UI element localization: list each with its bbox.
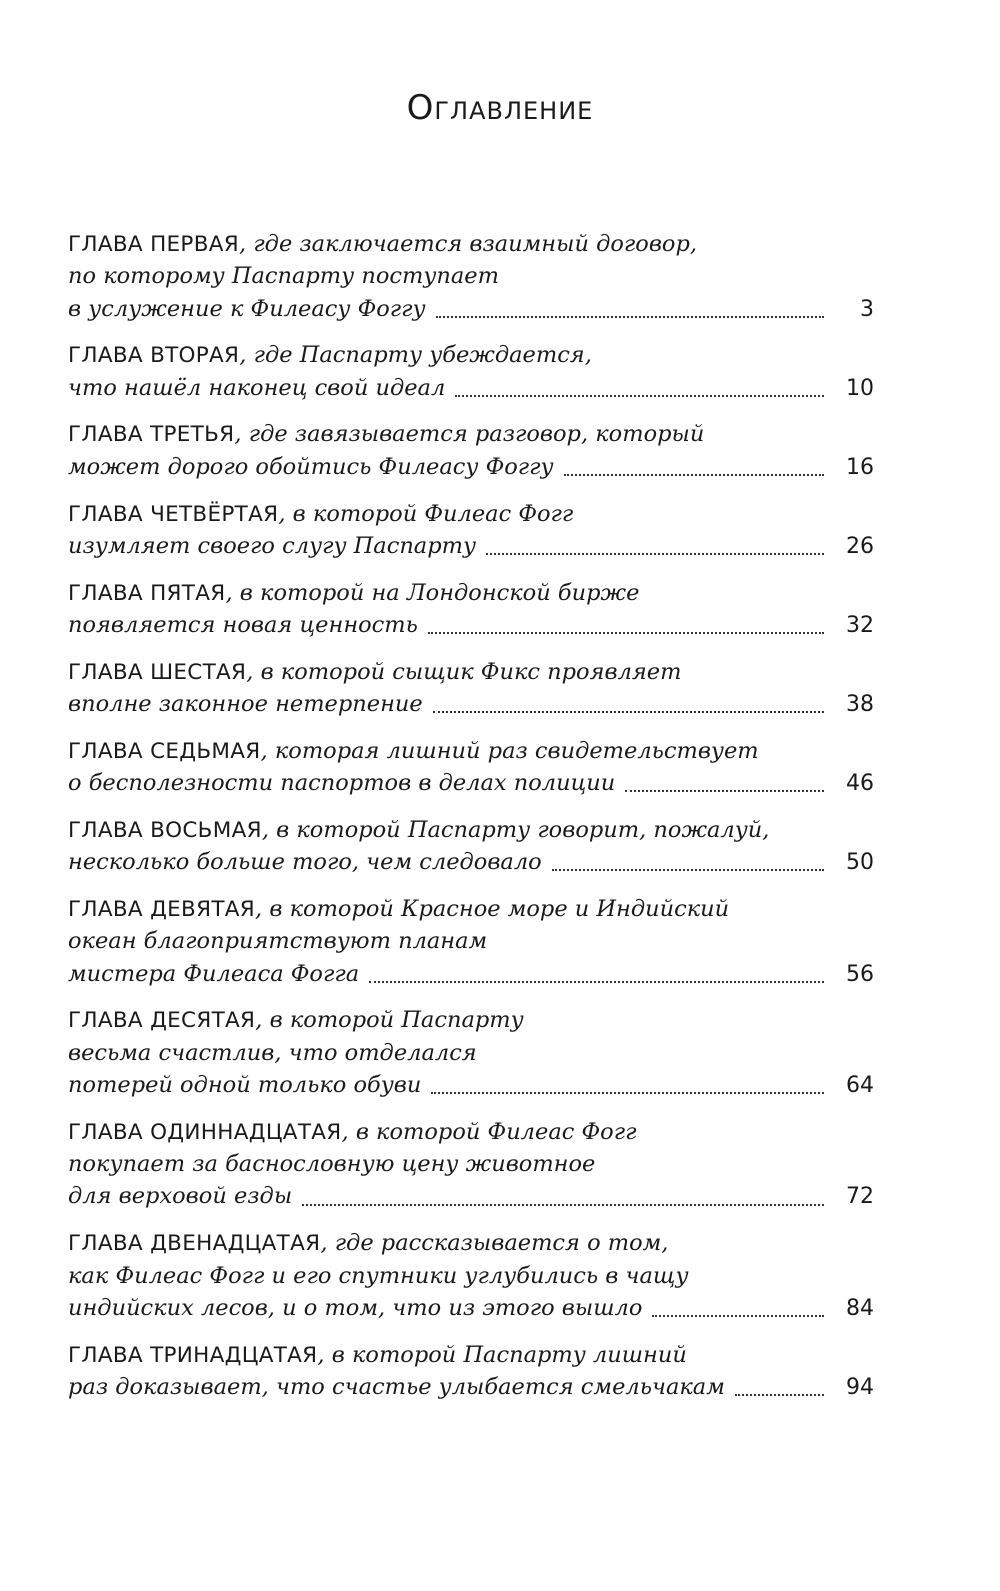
chapter-description: в которой Красное море и Индийский [269,896,730,923]
toc-entry-text: ГЛАВА ОДИННАДЦАТАЯ, в которой Филеас Фогг [68,1118,637,1145]
toc-entry-text [68,1180,292,1212]
chapter-heading: ГЛАВА СЕДЬМАЯ [68,738,261,764]
toc-entry-text [68,1151,595,1177]
chapter-heading: ГЛАВА ПЕРВАЯ [68,232,239,257]
page-number: 64 [846,1073,874,1099]
chapter-description: изумляет своего слугу Паспарту [68,532,477,559]
chapter-description: в которой Филеас Фогг [292,500,574,527]
toc-entry-line [68,958,874,990]
chapter-description: по которому Паспарту поступает [68,263,499,290]
toc-entry [68,228,874,325]
dot-leader [552,869,824,871]
chapter-description: для верховой езды [68,1183,293,1210]
chapter-description: потерей одной только обуви [68,1072,422,1099]
toc-entry-text: ГЛАВА ДЕВЯТАЯ, в которой Красное море и Индийский [68,896,730,923]
chapter-description: в услужение к Филеасу Фоггу [68,295,426,322]
page-number: 50 [846,850,874,876]
toc-entry-text: ГЛАВА ШЕСТАЯ, в которой сыщик Фикс проявляет [68,658,682,685]
chapter-description: может дорого обойтись Филеасу Фоггу [68,453,554,480]
toc-entry-text [68,928,487,954]
toc-entry [68,1116,874,1213]
chapter-heading: ГЛАВА ДВЕНАДЦАТАЯ [68,1231,321,1257]
toc-entry-text: ГЛАВА ТРЕТЬЯ, где завязывается разговор, который [68,421,705,448]
toc-entry-line [68,577,874,609]
chapter-description: в которой Паспарту говорит, пожалуй, [276,816,770,843]
chapter-heading: ГЛАВА ВОСЬМАЯ [68,817,262,843]
chapter-description: в которой Паспарту [269,1007,524,1034]
toc-entry-text [68,1069,421,1101]
toc-entry-line [68,1180,874,1212]
chapter-description: в которой Филеас Фогг [355,1118,637,1145]
toc-entry-line [68,530,874,562]
toc-entry-text [68,263,499,289]
dot-leader [369,981,824,983]
toc-entry-line [68,418,874,450]
chapter-description: в которой на Лондонской бирже [239,579,640,606]
toc-entry-line [68,846,874,878]
dot-leader [486,553,824,555]
toc-entry [68,418,874,483]
chapter-description: что нашёл наконец свой идеал [68,374,446,401]
toc-entry-line [68,339,874,371]
toc-entry-line [68,1148,874,1180]
toc-entry-line [68,688,874,720]
chapter-heading: ГЛАВА ОДИННАДЦАТАЯ [68,1119,342,1145]
chapter-description: в которой сыщик Фикс проявляет [260,658,682,685]
page-number: 10 [846,375,874,401]
dot-leader [436,316,824,318]
dot-leader [302,1204,824,1206]
toc-entry-line [68,1371,874,1403]
chapter-description: океан благоприятствуют планам [68,928,488,955]
toc-entry [68,1004,874,1101]
toc-entry-line [68,735,874,767]
toc-entry-text: ГЛАВА ВТОРАЯ, где Паспарту убеждается, [68,342,592,369]
toc-entry-text [68,451,554,483]
toc-entry-text: ГЛАВА ТРИНАДЦАТАЯ, в которой Паспарту лишний [68,1341,687,1368]
toc-entry [68,577,874,642]
toc-entry-line [68,1069,874,1101]
toc-entry-line [68,1339,874,1371]
toc-entry-line [68,260,874,292]
toc-entry-line [68,1292,874,1324]
toc-entry-text [68,372,445,404]
chapter-heading: ГЛАВА ПЯТАЯ [68,580,226,606]
page-number: 84 [846,1295,874,1321]
toc-entry-text [68,846,542,878]
toc-entry-text [68,293,426,325]
chapter-description: весьма счастлив, что отделался [68,1039,477,1066]
toc-entry-text [68,1040,477,1066]
toc-entry-text [68,609,418,641]
toc-entry-line [68,498,874,530]
chapter-description: где завязывается разговор, который [248,421,705,448]
toc-entry-text [68,688,423,720]
toc-entry-line [68,609,874,641]
toc-entry-line [68,893,874,925]
toc-entry [68,1227,874,1324]
toc-entry-text: ГЛАВА ДЕСЯТАЯ, в которой Паспарту [68,1007,524,1034]
chapter-description: раз доказывает, что счастье улыбается смельчакам [68,1373,725,1400]
toc-entry-line [68,767,874,799]
chapter-description: вполне законное нетерпение [68,691,423,718]
page-number: 72 [846,1184,874,1210]
toc-entry-text: ГЛАВА ПЯТАЯ, в которой на Лондонской бирже [68,579,640,606]
chapter-description: как Филеас Фогг и его спутники углубились в чащу [68,1262,689,1289]
toc-entry-text: ГЛАВА ДВЕНАДЦАТАЯ, где рассказывается о том, [68,1230,669,1257]
dot-leader [428,632,824,634]
toc-entry [68,893,874,990]
toc-entry-text: ГЛАВА ЧЕТВЁРТАЯ, в которой Филеас Фогг [68,500,574,527]
dot-leader [433,711,824,713]
dot-leader [735,1394,824,1396]
chapter-heading: ГЛАВА ТРИНАДЦАТАЯ [68,1342,318,1368]
page-number: 56 [846,961,874,987]
chapter-description: несколько больше того, чем следовало [68,849,542,876]
chapter-description: где рассказывается о том, [334,1230,669,1257]
chapter-heading: ГЛАВА ВТОРАЯ [68,343,240,369]
table-of-contents [68,228,874,1418]
chapter-description: где заключается взаимный договор, [253,231,698,257]
chapter-heading: ГЛАВА ШЕСТАЯ [68,659,247,685]
toc-entry-text: ГЛАВА СЕДЬМАЯ, которая лишний раз свидетельствует [68,737,759,764]
chapter-heading: ГЛАВА ЧЕТВЁРТАЯ [68,501,279,527]
chapter-description: о бесполезности паспортов в делах полиции [68,770,616,797]
toc-entry-text [68,958,359,990]
page-number: 46 [846,771,874,797]
toc-entry-line [68,1260,874,1292]
page-number: 26 [846,533,874,559]
toc-entry-text: ГЛАВА ВОСЬМАЯ, в которой Паспарту говорит, пожалуй, [68,816,770,843]
toc-entry [68,814,874,879]
toc-entry [68,339,874,404]
toc-entry-line [68,1227,874,1259]
chapter-description: в которой Паспарту лишний [331,1341,687,1368]
chapter-description: покупает за баснословную цену животное [68,1151,596,1178]
toc-entry-line [68,925,874,957]
dot-leader [625,790,824,792]
page-title: Оглавление [406,88,594,128]
dot-leader [455,395,824,397]
toc-entry-line [68,656,874,688]
chapter-heading: ГЛАВА ДЕВЯТАЯ [68,897,256,923]
chapter-heading: ГЛАВА ТРЕТЬЯ [68,422,235,448]
chapter-description: где Паспарту убеждается, [253,342,592,369]
page-number: 3 [860,296,874,322]
toc-entry-text [68,530,476,562]
toc-entry-text: ГЛАВА ПЕРВАЯ, где заключается взаимный договор, [68,231,698,257]
toc-entry-text [68,767,615,799]
toc-entry-text [68,1263,689,1289]
toc-entry-line [68,372,874,404]
toc-entry [68,1339,874,1404]
toc-entry [68,735,874,800]
toc-entry-line [68,451,874,483]
chapter-description: которая лишний раз свидетельствует [274,737,759,764]
page-number: 32 [846,612,874,638]
chapter-heading: ГЛАВА ДЕСЯТАЯ [68,1008,256,1034]
toc-entry-text [68,1292,642,1324]
chapter-description: появляется новая ценность [68,611,418,638]
toc-entry-text [68,1371,725,1403]
dot-leader [652,1315,824,1317]
toc-entry-line [68,1116,874,1148]
toc-entry [68,498,874,563]
dot-leader [431,1092,824,1094]
dot-leader [564,474,824,476]
toc-entry-line [68,1037,874,1069]
toc-entry-line [68,1004,874,1036]
page-number: 38 [846,692,874,718]
toc-entry-line [68,814,874,846]
page-number: 94 [846,1374,874,1400]
toc-entry [68,656,874,721]
chapter-description: мистера Филеаса Фогга [68,960,360,987]
toc-entry-line [68,228,874,260]
page-number: 16 [846,454,874,480]
chapter-description: индийских лесов, и о том, что из этого вышло [68,1294,643,1321]
toc-entry-line [68,293,874,325]
